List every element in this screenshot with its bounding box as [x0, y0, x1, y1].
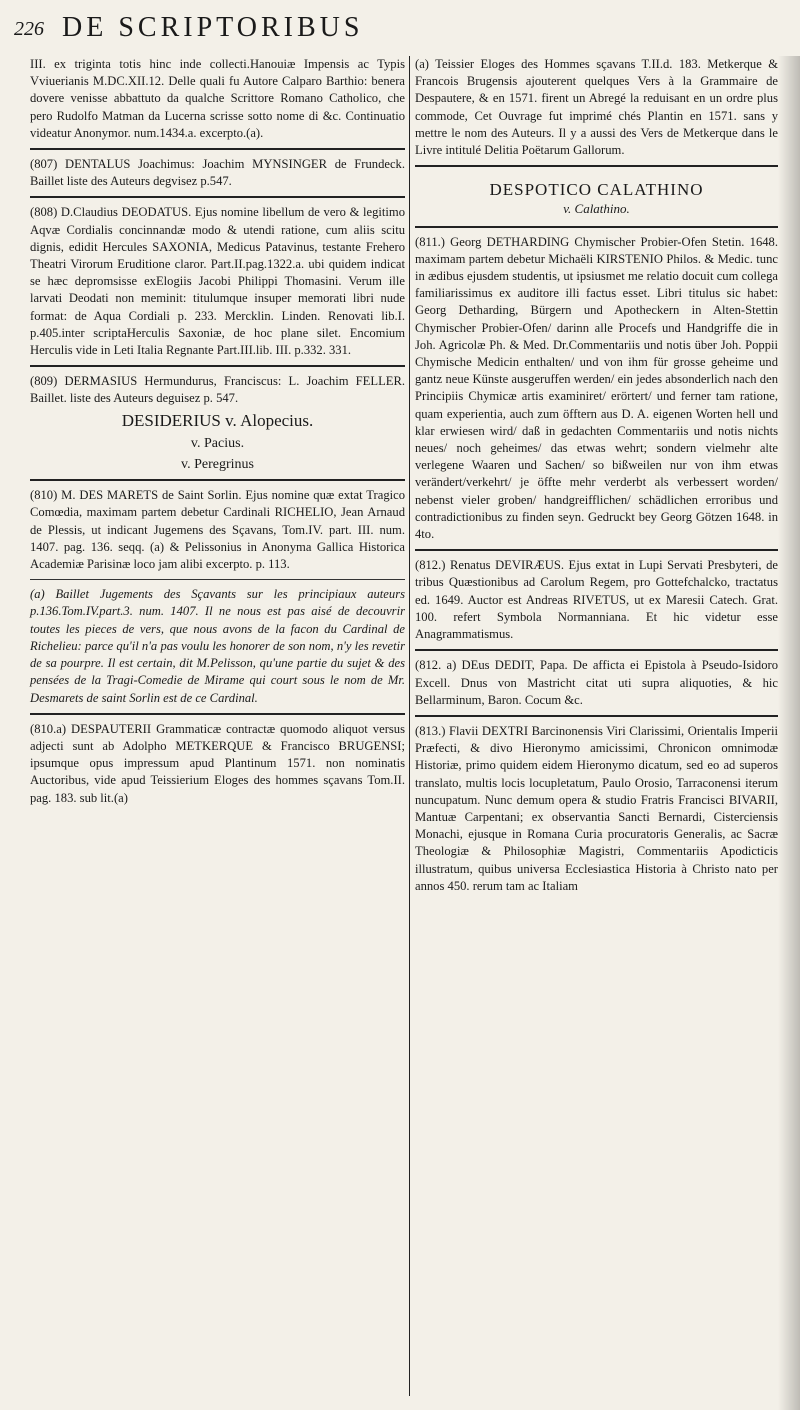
- footnote-810-a: (a) Baillet Jugements des Sçavants sur les principiaux auteurs p.136.Tom.IV.part.3. num. 1407. Il ne nous est pas aisé de decouvrir toutes les pieces de vers, que nous avons de la facon du Cardinal de Richelieu: parce qu'il n'a pas voulu les honorer de son nom, n'y les revetir de sa pourpre. Il est certain, dit M.Pelisson, qu'une partie du sujet & des pensées de la Tragi-Comedie de Mirame qui court sous le nom de Mr. Desmarets de saint Sorlin est de ce Cardinal.: [30, 587, 405, 705]
- divider-rule: [30, 479, 405, 481]
- entry-806-continuation: III. ex triginta totis hinc inde collecti.Hanouiæ Impensis ac Typis Vviuerianis M.DC.XII.12. Delle quali fu Autore Calparo Barthio: benera dovere venisse abbattuto da qualche Scrittore Romano Catholico, che pero Rudolfo Matman da Lucerna scrisse sotto nome di &c. Continuatio videatur Anonymor. num.1434.a. excerpto.(a).: [30, 57, 405, 140]
- divider-rule: [415, 649, 778, 651]
- cross-ref-pacius: v. Pacius.: [190, 435, 245, 451]
- divider-rule: [415, 226, 778, 228]
- running-head: DE SCRIPTORIBUS: [62, 12, 364, 43]
- entry-807: (807) DENTALUS Joachimus: Joachim MYNSINGER de Frundeck. Baillet liste des Auteurs degvisez p.547.: [30, 157, 405, 189]
- footnote-rule: [30, 579, 405, 580]
- divider-rule: [415, 549, 778, 551]
- footnote-810a-a: (a) Teissier Eloges des Hommes sçavans T.II.d. 183. Metkerque & Francois Brugensis ajouterent quelques Vers à la Grammaire de Despautere, & en 1571. firent un Abregé la reduisant en un ordre plus commode, Cet Ouvrage fut imprimé chés Plantin en 1571. sans y mettre le nom des Auteurs. Il y a aussi des Vers de Metkerque dans le Livre intitulé Delitia Poëtarum Gallorum.: [415, 57, 778, 158]
- divider-rule: [415, 715, 778, 717]
- entry-810: (810) M. DES MARETS de Saint Sorlin. Ejus nomine quæ extat Tragico Comœdia, maximam partem debetur Cardinali RICHELIO, Jean Arnaud de Plessis, ut indicant Jugemens des Sçavans, Tom.IV. part. III. num. 1407. pag. 136. seqq. (a) & Pelissonius in Anonyma Gallica Historica Academiæ Parisinæ loco jam alibi excerpto. p. 113.: [30, 488, 405, 572]
- cross-ref-peregrinus: v. Peregrinus: [181, 457, 254, 473]
- entry-810-a: (810.a) DESPAUTERII Grammaticæ contractæ quomodo aliquot versus adjecti sunt ab Adolpho METKERQUE & Francisco BRUGENSI; ipsumque opus impressum apud Plantinum 1571. non nominatis Auctoribus, vide apud Teissierium Eloges des hommes sçavans Tom.II. pag. 183. sub lit.(a): [30, 721, 405, 805]
- desiderius-heading: DESIDERIUS v. Alopecius.: [121, 410, 314, 430]
- divider-rule: [415, 165, 778, 167]
- despotico-heading: DESPOTICO CALATHINO: [489, 180, 704, 200]
- divider-rule: [30, 713, 405, 715]
- divider-rule: [30, 365, 405, 367]
- page-edge-shadow: [778, 56, 800, 1410]
- entry-813: (813.) Flavii DEXTRI Barcinonensis Viri Clarissimi, Orientalis Imperii Præfecti, & divo Hieronymo amicissimi, Chronicon omnimodæ Historiæ, primo quidem eidem Hieronymo dicatum, sed eo ad superos translato, multis locis locupletatum, Paulo Orosio, Tarraconensi iterum nuncupatum. Nunc demum opera & studio Fratris Francisci BIVARII, Mantuæ Carpentani; ex observantia Sancti Bernardi, Cisterciensis Monachi, ejusque in Romana Curia procuratoris Generalis, ac Sacræ Theologiæ & Philosophiæ Magistri, Commentariis Apodicticis illustratum, quibus universa Ecclesiastica Historia à Christo nato per annos 450. rerum tam ac Italiam: [415, 723, 778, 893]
- entry-812-a: (812. a) DEus DEDIT, Papa. De afficta ei Epistola à Pseudo-Isidoro Excell. Dnus von Mastricht citat uti supra aliquoties, & hic Bellarminum, Baron. Cocum &c.: [415, 658, 778, 707]
- entry-811: (811.) Georg DETHARDING Chymischer Probier-Ofen Stetin. 1648. maximam partem debetur Michaëli KIRSTENIO Philos. & Medic. tunc in ædibus ejusdem studentis, ut ipsiusmet me relatio docuit cum collega familiarissimus ex auditore illi factus esset. Libri titulus sic habet: Georg Detharding, Bürgern und Apotheckern in Alten-Stettin Chymischer Probier-Ofen/ darinn alle Procefs und Handgriffe die in Joh. Agricolæ Ph. & Med. Dr.Commentariis und notis über Joh. Poppii Chymische Medicin enthalten/ und von ihm für grosse geheime und gantz neue Künste ausgeruffen werden/ ein jedes absonderlich nach den Principiis Chymicæ artis examiniret/ erörtert/ und ferner tam ratione, quam experientia, auch zum öfftern aus D. A. eigenen Worten hell und klar erwiesen wird/ daß in gedachten Commentariis und notis nichts neues/ noch geheimes/ das etwas wehrt; sondern vielmehr alte verlegene Waaren und Sachen/ so bißweilen nur von ihm etwas verändert/verkehrt/ je öffte mehr verderbt als verbessert worden/ nebenst vieler groben/ handgreifflichen/ schädlichen erroribus und contradictionibus zu finden seyn. Gedruckt bey Georg Götzen 1648. in 4to.: [415, 234, 778, 542]
- column-divider: [409, 56, 410, 1396]
- left-column: [30, 56, 405, 811]
- right-column: [415, 56, 778, 899]
- page-number: 226: [14, 18, 44, 40]
- page-header: [0, 10, 800, 50]
- divider-rule: [30, 148, 405, 150]
- entry-809: (809) DERMASIUS Hermundurus, Franciscus: L. Joachim FELLER. Baillet. liste des Auteurs deguisez p. 547.: [30, 374, 405, 406]
- cross-ref-calathino: v. Calathino.: [563, 201, 630, 217]
- divider-rule: [30, 196, 405, 198]
- entry-808: (808) D.Claudius DEODATUS. Ejus nomine libellum de vero & legitimo Aqvæ Cordialis concinnandæ modo & utendi ratione, cum aliis scitu dignis, edidit Hercules SAXONIA, Medicus Patavinus, testante Frehero Theatri Virorum Eruditione claror. Part.II.pag.1322.a. ubi quidem indicat se hæc depromsisse exElogiis Jacobi Philippi Thomasini. Verum ille larvati Deodati non meminit: titulumque insuper memorati libri nude format: de Aqua Cordiali p. 233. Mercklin. Linden. Renovati lib.I. p.405.inter scriptaHerculis Saxoniæ, de hoc plane silet. Encomium Herculis vide in Leti Italia Regnante Part.III.lib. III. p.332. 331.: [30, 205, 405, 358]
- entry-812: (812.) Renatus DEVIRÆUS. Ejus extat in Lupi Servati Presbyteri, de tribus Quæstionibus ad Carolum Regem, pro Gottefchalcko, tractatus ed. 1649. Auctor est Andreas RIVETUS, ut ex Maresii Catech. Grat. 100. refert Symbola Normanniana. Et hic videtur esse Anagrammatismus.: [415, 558, 778, 642]
